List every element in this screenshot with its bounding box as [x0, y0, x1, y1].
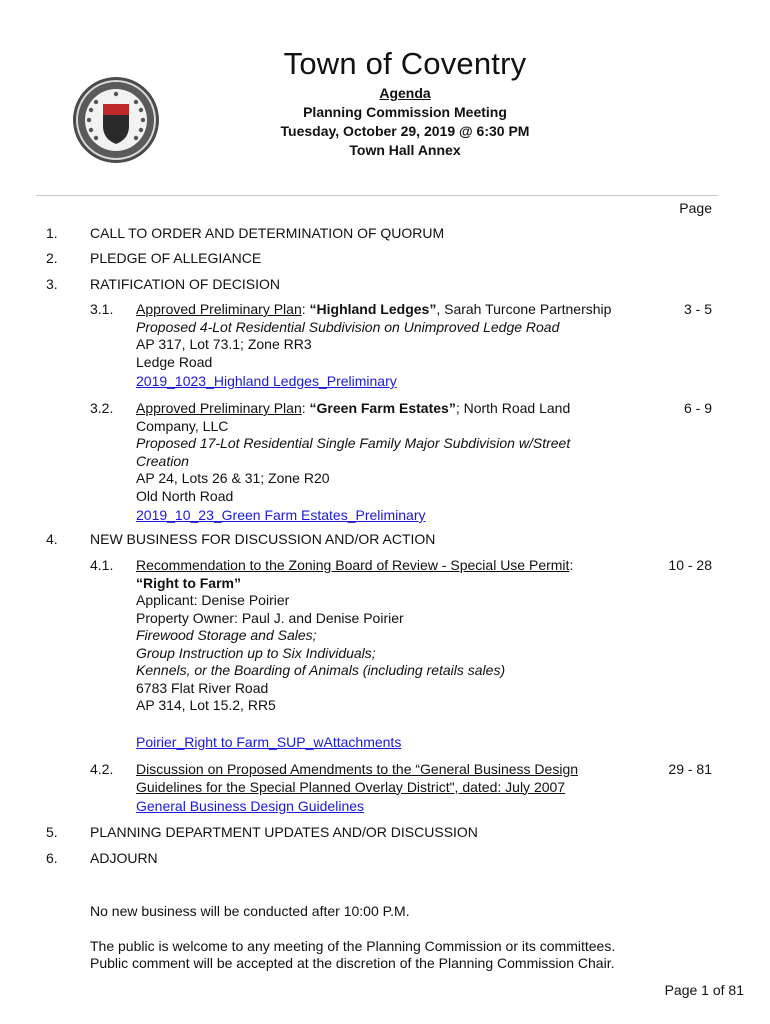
- item-number: 3.2.: [90, 400, 114, 416]
- item-title: Discussion on Proposed Amendments to the “General Business Design: [136, 761, 579, 777]
- item-name: “Green Farm Estates”: [309, 400, 456, 416]
- agenda-item-highland-ledges: Approved Preliminary Plan: “Highland Ledges”, Sarah Turcone Partnership Proposed 4-Lot Residential Subdivision on Unimproved Ledge Road AP 317, Lot 73.1; Zone RR3 Ledge Road 2019_1023_Highland Ledges_Preliminary: [136, 301, 626, 391]
- item-number: 4.2.: [90, 761, 114, 777]
- item-name: “Highland Ledges”: [309, 301, 437, 317]
- agenda-item-green-farm-estates: Approved Preliminary Plan: “Green Farm Estates”; North Road Land Company, LLC Proposed 17-Lot Residential Single Family Major Subdivision w/Street Creation AP 24, Lots 26 & 31; Zone R20 Old North Road 2019_10_23_Green Farm Estates_Preliminary: [136, 400, 626, 525]
- item-description: Proposed 4-Lot Residential Subdivision on Unimproved Ledge Road: [136, 318, 560, 335]
- item-parcel: AP 314, Lot 15.2, RR5: [136, 697, 276, 713]
- attachment-link-green-farm-estates[interactable]: 2019_10_23_Green Farm Estates_Preliminary: [136, 507, 426, 523]
- item-number: 3.1.: [90, 301, 114, 317]
- item-pages: 6 - 9: [683, 400, 712, 416]
- item-street: Ledge Road: [136, 353, 213, 370]
- meeting-location: Town Hall Annex: [349, 142, 461, 158]
- item-name: “Right to Farm”: [136, 574, 241, 591]
- header-divider: [36, 195, 718, 196]
- section-number: 5.: [46, 824, 58, 840]
- item-type: Approved Preliminary Plan: [136, 400, 302, 416]
- page-column-label: Page: [679, 200, 712, 216]
- agenda-item-right-to-farm: Recommendation to the Zoning Board of Review - Special Use Permit: “Right to Farm” Applicant: Denise Poirier Property Owner: Paul J. and Denise Poirier Firewood Storage and Sales; Group Instruction up to Six Individuals; Kennels, or the Boarding of Animals (including retails sales) 6783 Flat River Road AP 314, Lot 15.2, RR5 Poirier_Right to Farm_SUP_wAttachments: [136, 557, 626, 751]
- section-title: RATIFICATION OF DECISION: [90, 276, 281, 292]
- town-seal-logo: [72, 76, 160, 164]
- agenda-item-design-guidelines: Discussion on Proposed Amendments to the “General Business Design Guidelines for the Special Planned Overlay District", dated: July 2007 General Business Design Guidelines: [136, 761, 626, 816]
- item-owner: Property Owner: Paul J. and Denise Poirier: [136, 609, 404, 626]
- item-street: 6783 Flat River Road: [136, 679, 269, 696]
- item-parcel: AP 317, Lot 73.1; Zone RR3: [136, 336, 312, 352]
- section-title: NEW BUSINESS FOR DISCUSSION AND/OR ACTION: [90, 531, 436, 547]
- attachment-link-right-to-farm[interactable]: Poirier_Right to Farm_SUP_wAttachments: [136, 733, 402, 750]
- section-number: 6.: [46, 850, 58, 866]
- meeting-name: Planning Commission Meeting: [303, 104, 507, 120]
- agenda-heading: Agenda: [379, 85, 431, 101]
- section-title: ADJOURN: [90, 850, 158, 866]
- item-pages: 10 - 28: [668, 557, 712, 573]
- item-applicant: Applicant: Denise Poirier: [136, 592, 290, 608]
- item-use: Group Instruction up to Six Individuals;: [136, 644, 376, 661]
- item-use: Firewood Storage and Sales;: [136, 627, 317, 643]
- section-title: PLEDGE OF ALLEGIANCE: [90, 250, 262, 266]
- page-indicator: Page 1 of 81: [664, 982, 744, 998]
- town-title: Town of Coventry: [283, 46, 527, 81]
- item-type: Recommendation to the Zoning Board of Review - Special Use Permit: [136, 557, 570, 573]
- item-type: Approved Preliminary Plan: [136, 301, 302, 317]
- item-description: Proposed 17-Lot Residential Single Family Major Subdivision w/Street: [136, 435, 571, 451]
- note-public-comment: Public comment will be accepted at the discretion of the Planning Commission Chair.: [90, 955, 615, 971]
- attachment-link-design-guidelines[interactable]: General Business Design Guidelines: [136, 798, 365, 814]
- section-title: PLANNING DEPARTMENT UPDATES AND/OR DISCUSSION: [90, 824, 478, 840]
- section-number: 3.: [46, 276, 58, 292]
- section-number: 1.: [46, 225, 58, 241]
- meeting-date: Tuesday, October 29, 2019 @ 6:30 PM: [280, 123, 530, 139]
- item-pages: 29 - 81: [668, 761, 712, 777]
- section-number: 2.: [46, 250, 58, 266]
- item-street: Old North Road: [136, 487, 234, 504]
- note-public-welcome: The public is welcome to any meeting of the Planning Commission or its committees.: [90, 938, 616, 954]
- section-number: 4.: [46, 531, 58, 547]
- item-parcel: AP 24, Lots 26 & 31; Zone R20: [136, 470, 330, 486]
- item-number: 4.1.: [90, 557, 114, 573]
- item-pages: 3 - 5: [683, 301, 712, 317]
- section-title: CALL TO ORDER AND DETERMINATION OF QUORUM: [90, 225, 445, 241]
- attachment-link-highland-ledges[interactable]: 2019_1023_Highland Ledges_Preliminary: [136, 373, 397, 389]
- note-no-new-business: No new business will be conducted after 10:00 P.M.: [90, 903, 410, 919]
- item-use: Kennels, or the Boarding of Animals (including retails sales): [136, 662, 506, 678]
